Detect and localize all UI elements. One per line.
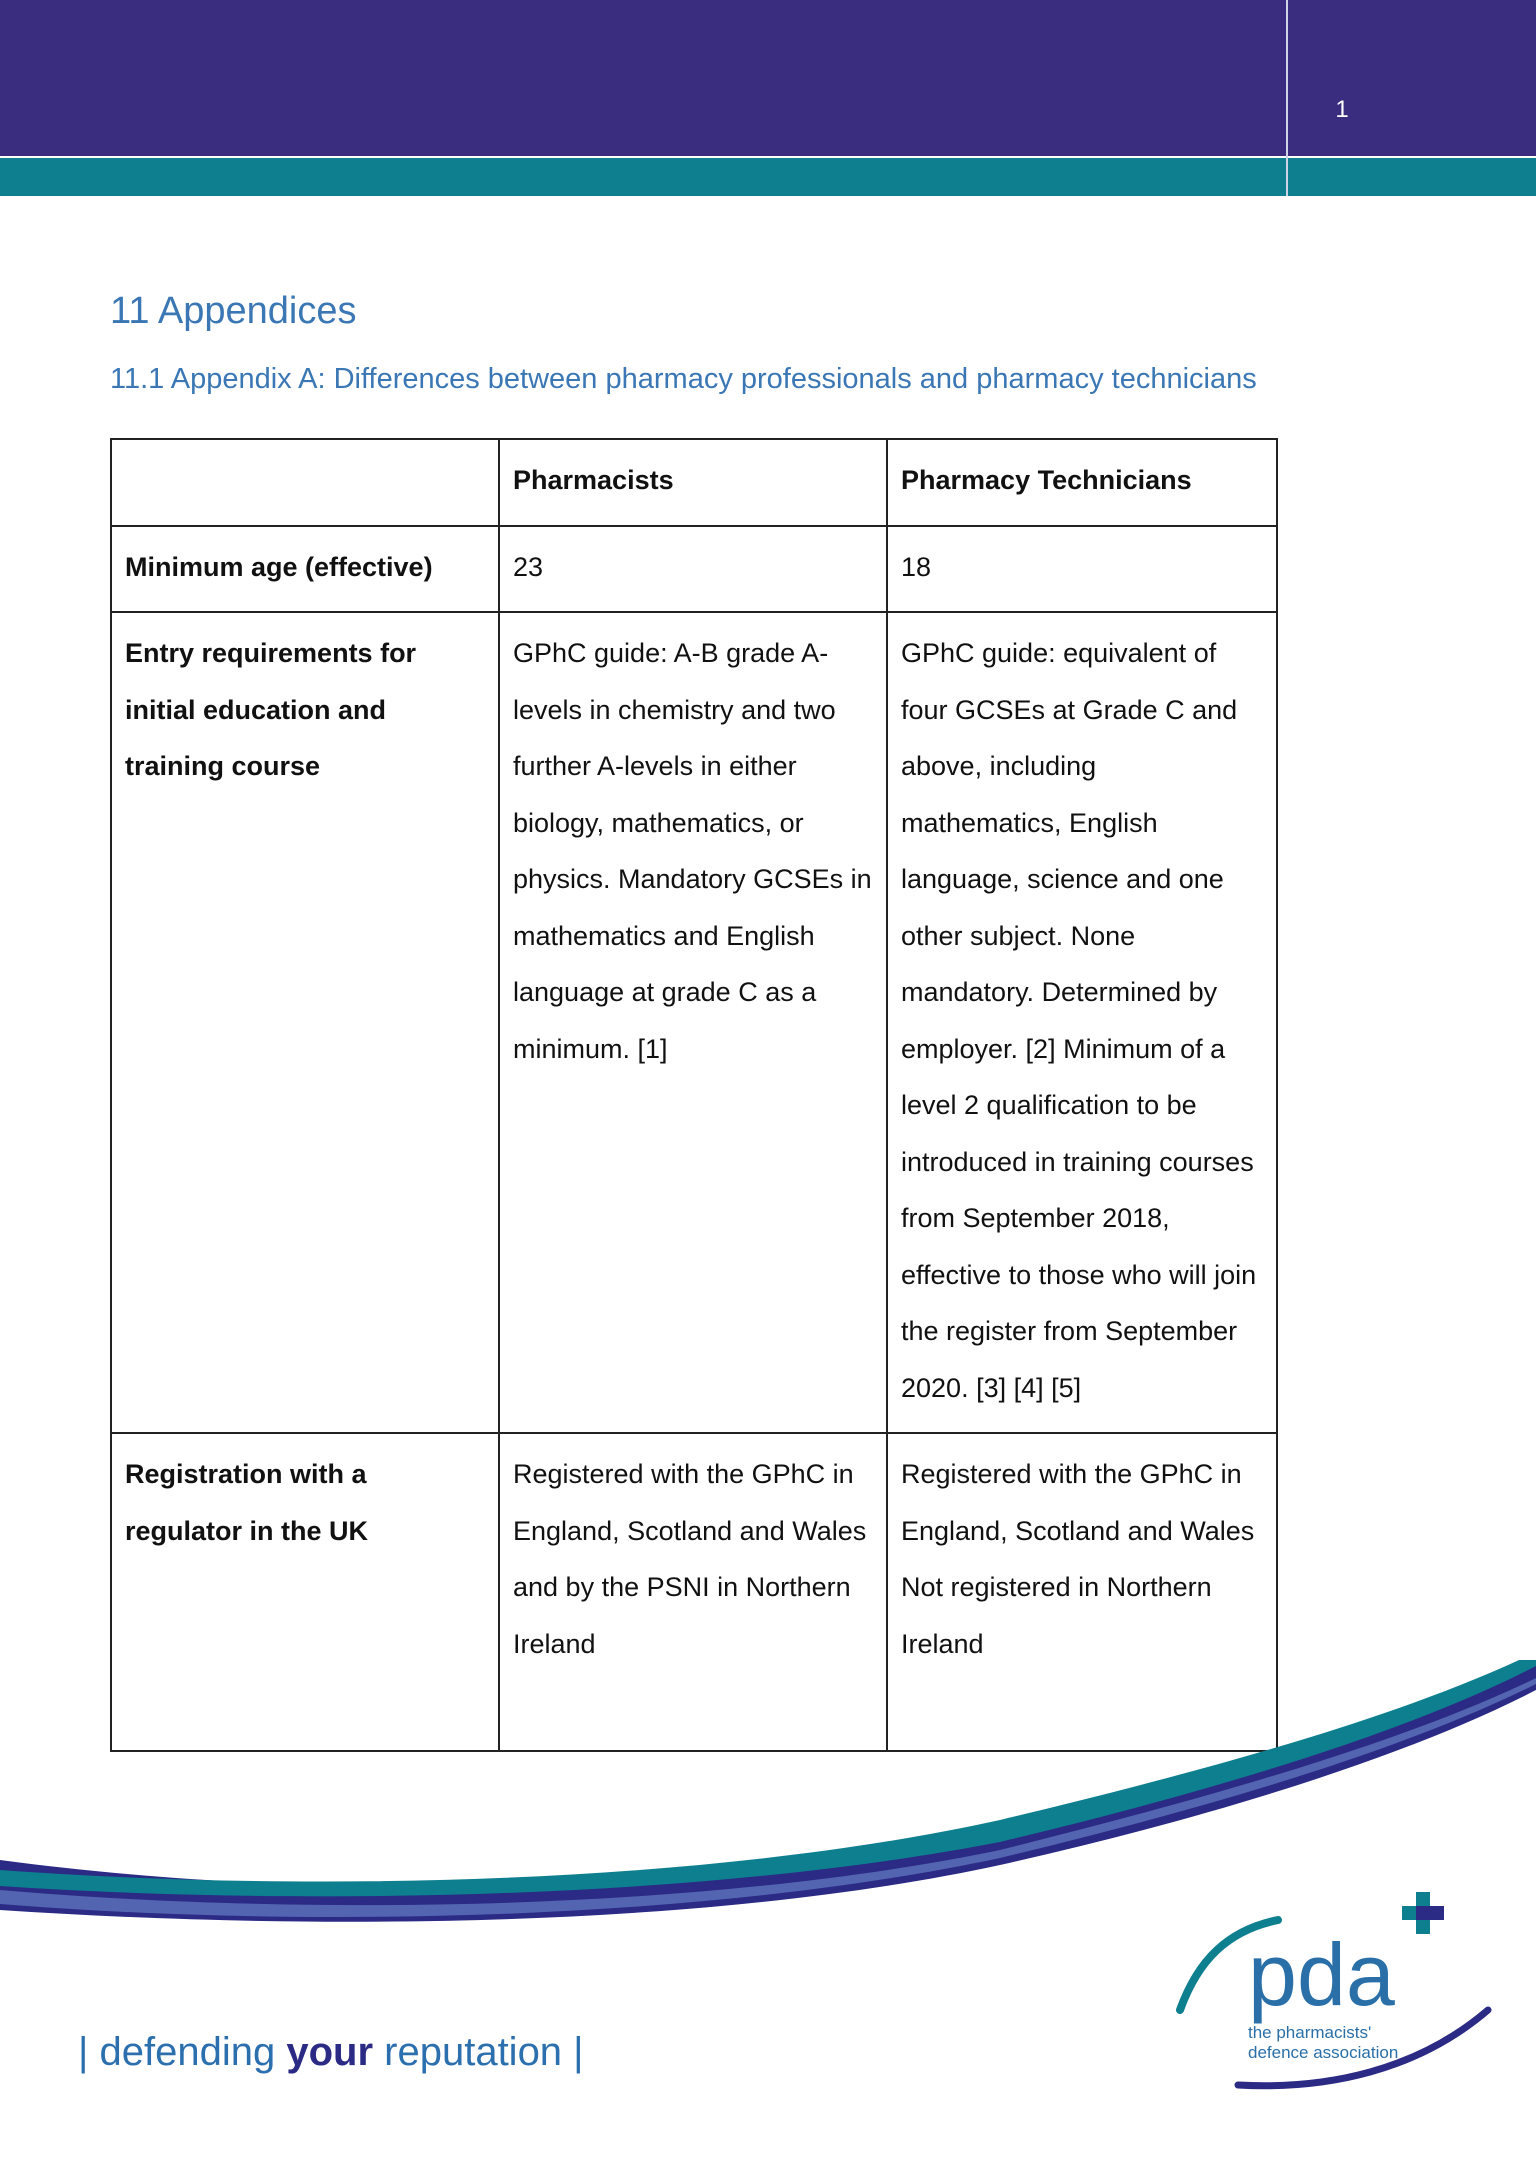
page-number: 1 (1335, 96, 1349, 123)
cell-pharmacists-registration: Registered with the GPhC in England, Scotland and Wales and by the PSNI in Northern Ireland (499, 1433, 887, 1751)
row-label-entry-requirements: Entry requirements for initial education and training course (111, 612, 499, 1433)
table-row (111, 526, 1277, 613)
tagline-prefix: | defending (78, 2030, 287, 2074)
logo-subtitle-2: defence association (1248, 2043, 1399, 2062)
pda-logo (1168, 1880, 1498, 2100)
comparison-table (110, 438, 1278, 1752)
section-heading: 11 Appendices (110, 290, 357, 332)
cell-pharmacists-entry: GPhC guide: A-B grade A-levels in chemistry and two further A-levels in either biology, mathematics, or physics. Mandatory GCSEs in mathematics and English language at grade C as a minimum. [1] (499, 612, 887, 1433)
cross-icon (1402, 1892, 1444, 1934)
technicians-registration-gphc: Registered with the GPhC in England, Scotland and Wales (901, 1459, 1255, 1546)
tagline-emphasis: your (286, 2030, 374, 2074)
header-divider (1286, 0, 1288, 196)
row-label-minimum-age: Minimum age (effective) (111, 526, 499, 613)
cell-technicians-entry: GPhC guide: equivalent of four GCSEs at Grade C and above, including mathematics, English language, science and one other subject. None mandatory. Determined by employer. [2] Minimum of a level 2 qualification to be introduced in training courses from September 2018, effective to those who will join the register from September 2020. [3] [4] [5] (887, 612, 1277, 1433)
column-header-empty (111, 439, 499, 526)
logo-text: pda (1248, 1925, 1395, 2024)
column-header-technicians: Pharmacy Technicians (887, 439, 1277, 526)
row-label-registration: Registration with a regulator in the UK (111, 1433, 499, 1751)
column-header-pharmacists: Pharmacists (499, 439, 887, 526)
technicians-registration-ni: Not registered in Northern Ireland (901, 1572, 1212, 1659)
footer-tagline (78, 2030, 584, 2075)
table-row (111, 612, 1277, 1433)
header-band (0, 0, 1536, 156)
cell-technicians-age: 18 (887, 526, 1277, 613)
header-teal-stripe (0, 158, 1536, 196)
cell-pharmacists-age: 23 (499, 526, 887, 613)
subsection-heading: 11.1 Appendix A: Differences between pharmacy professionals and pharmacy technicians (110, 363, 1257, 395)
table-header-row (111, 439, 1277, 526)
tagline-suffix: reputation | (373, 2030, 584, 2074)
logo-subtitle-1: the pharmacists' (1248, 2023, 1372, 2042)
